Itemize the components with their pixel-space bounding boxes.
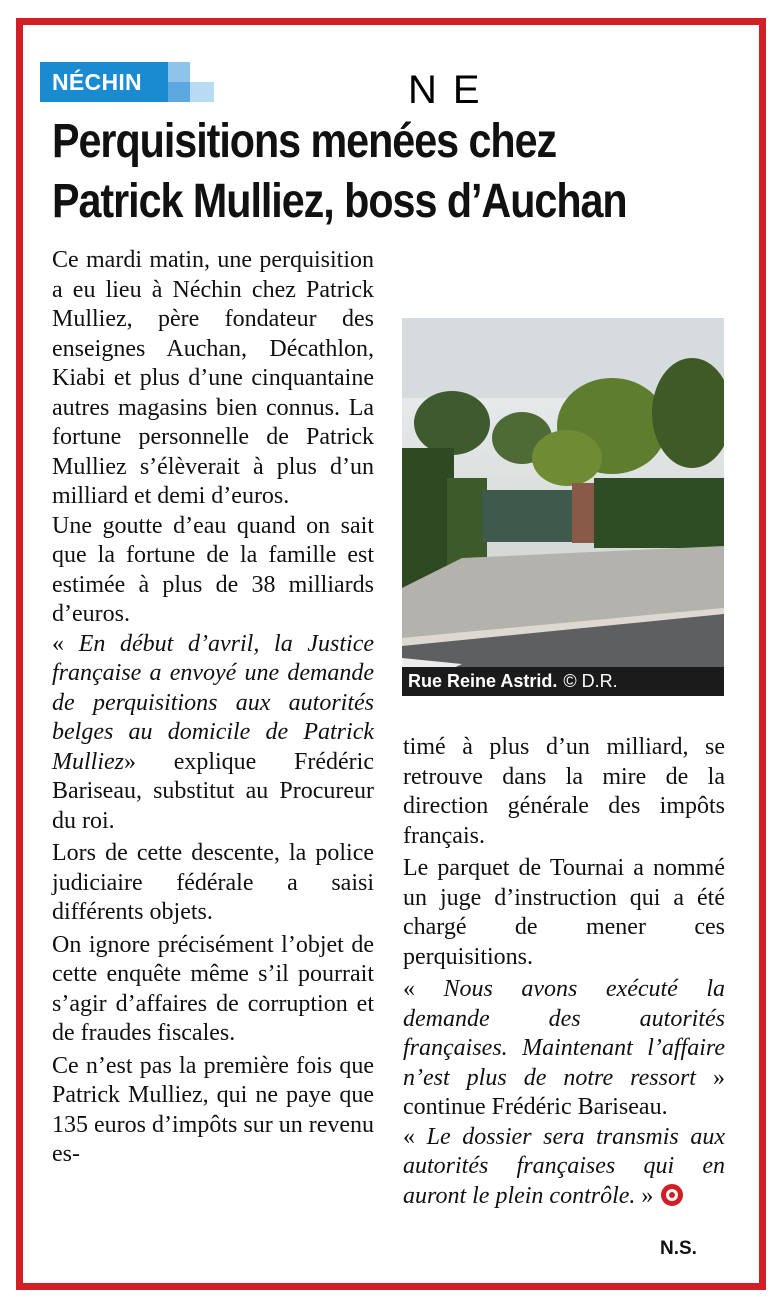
quote-open: «	[52, 630, 79, 657]
paragraph: Ce n’est pas la première fois que Patrick Mulliez, qui ne paye que 135 euros d’impôts sur un revenu es-	[52, 1052, 374, 1167]
tag-decoration	[168, 82, 190, 102]
paragraph: Une goutte d’eau quand on sait que la fortune de la famille est estimée à plus de 38 milliards d’euros.	[52, 512, 374, 627]
author-signature: N.S.	[660, 1238, 697, 1259]
quote-open: «	[403, 976, 444, 1002]
article-photo	[402, 318, 724, 696]
end-of-article-icon	[661, 1184, 683, 1206]
masthead-letters: NE	[408, 68, 496, 112]
tag-decoration	[190, 82, 214, 102]
quote-attribution: » explique Frédéric Bariseau, substitut au Procureur du roi.	[52, 748, 374, 834]
quote-text: En début d’avril, la Justice française a envoyé une demande de perquisitions aux autorités belges au domicile de Patrick Mulliez	[52, 630, 375, 775]
photo-caption	[402, 667, 724, 696]
caption-text: Rue Reine Astrid.	[408, 671, 558, 691]
quote-attribution: » continue Frédéric Bariseau.	[403, 1064, 726, 1120]
headline-line-1: Perquisitions menées chez	[52, 115, 557, 168]
quote-paragraph	[52, 630, 374, 837]
headline-line-2: Patrick Mulliez, boss d’Auchan	[52, 175, 627, 228]
headline	[52, 112, 654, 232]
quote-open: «	[403, 1123, 427, 1150]
section-label: NÉCHIN	[40, 62, 168, 102]
quote-close: »	[635, 1182, 654, 1209]
paragraph: Ce mardi matin, une perquisition a eu lieu à Néchin chez Patrick Mulliez, père fondateur des enseignes Auchan, Décathlon, Kiabi et plus d’une cinquantaine autres magasins bien connus. La fortune personnelle de Patrick Mulliez s’élèverait à plus d’un milliard et demi d’euros.	[52, 247, 374, 509]
paragraph: On ignore précisément l’objet de cette enquête même s’il pourrait s’agir d’affaires de corruption et de fraudes fiscales.	[52, 931, 374, 1046]
street-scene-image	[402, 318, 724, 696]
body-column-right	[403, 733, 725, 1211]
quote-text: Le dossier sera transmis aux autorités françaises qui en auront le plein contrôle.	[403, 1123, 726, 1209]
paragraph: timé à plus d’un milliard, se retrouve dans la mire de la direction générale des impôts français.	[403, 734, 725, 849]
paragraph: Le parquet de Tournai a nommé un juge d’instruction qui a été chargé de mener ces perquisitions.	[403, 855, 725, 970]
quote-text: Nous avons exécuté la demande des autorités françaises. Maintenant l’affaire n’est plus de notre ressort	[403, 976, 725, 1091]
section-tag	[40, 62, 200, 102]
quote-paragraph	[403, 975, 725, 1123]
quote-paragraph	[403, 1123, 725, 1212]
body-column-left	[52, 246, 374, 1170]
tag-decoration	[168, 62, 190, 82]
photo-credit: © D.R.	[563, 671, 618, 691]
paragraph: Lors de cette descente, la police judiciaire fédérale a saisi différents objets.	[52, 840, 374, 925]
